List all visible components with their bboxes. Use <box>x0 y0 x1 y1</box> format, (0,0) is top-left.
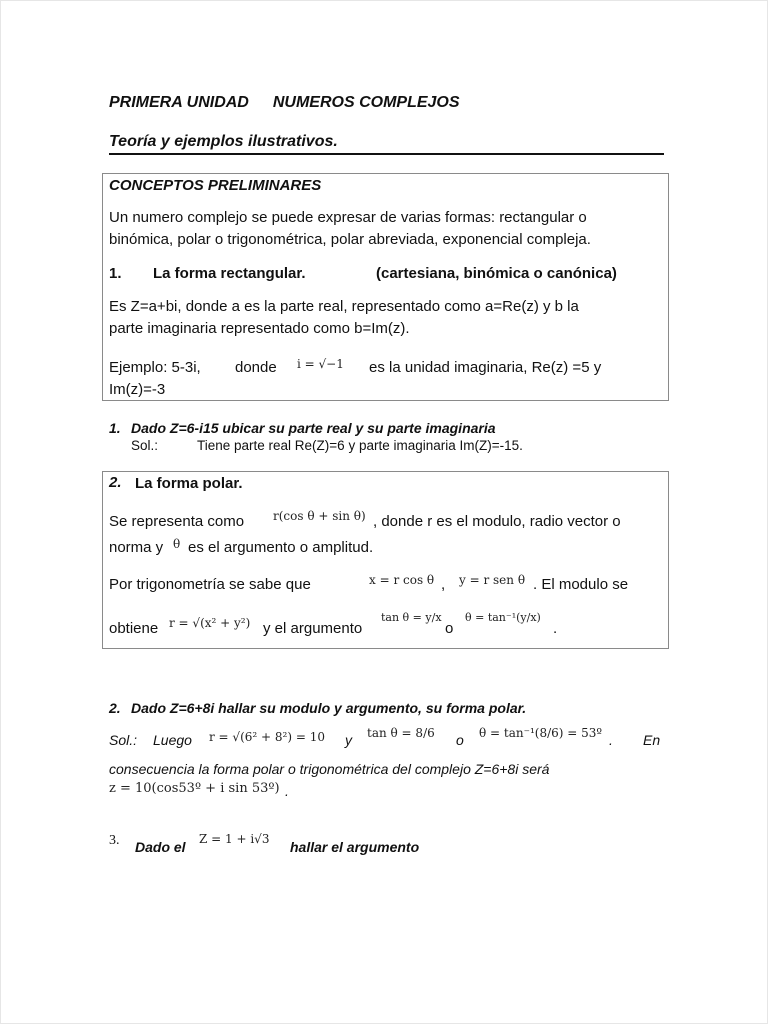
y-formula: y = r sen θ <box>459 573 526 587</box>
subtitle: Teoría y ejemplos ilustrativos. <box>109 133 338 150</box>
example2-statement: Dado Z=6+8i hallar su modulo y argumento, su forma polar. <box>131 700 527 716</box>
polar-line-4b: y el argumento <box>263 620 363 637</box>
sec2-title: La forma polar. <box>135 475 243 492</box>
polar-line-1a: Se representa como <box>109 513 245 530</box>
example3-dado: Dado el <box>135 839 186 855</box>
example1-sol-label: Sol.: <box>131 438 159 453</box>
example2-tan-formula: tan θ = 8/6 <box>367 726 435 740</box>
example2-y: y <box>345 732 352 748</box>
example2-polar-result: z = 10(cos53º + i sin 53º) <box>109 781 280 796</box>
example1-number: 1. <box>109 420 121 436</box>
polar-line-2b: es el argumento o amplitud. <box>188 539 374 556</box>
subtitle-underline <box>109 153 664 155</box>
unit-label: PRIMERA UNIDAD <box>109 94 249 111</box>
example2-angle-formula: θ = tan⁻¹(8/6) = 53º <box>479 726 603 740</box>
rect-line-1: Es Z=a+bi, donde a es la parte real, representado como a=Re(z) y b la <box>109 298 579 315</box>
sec1-number: 1. <box>109 265 122 282</box>
example2-line-2: consecuencia la forma polar o trigonométrica del complejo Z=6+8i será <box>109 761 550 777</box>
example2-result-dot: . <box>285 783 289 799</box>
intro-line-1: Un numero complejo se puede expresar de varias formas: rectangular o <box>109 209 587 226</box>
imaginary-unit-formula: i = √−1 <box>297 357 344 371</box>
example1-solution: Tiene parte real Re(Z)=6 y parte imaginaria Im(Z)=-15. <box>197 438 523 453</box>
sec2-number: 2. <box>109 474 122 491</box>
x-formula: x = r cos θ <box>369 573 435 587</box>
sec1-parenthetical: (cartesiana, binómica o canónica) <box>376 265 617 282</box>
conceptos-title: CONCEPTOS PRELIMINARES <box>109 177 322 194</box>
example-rest: es la unidad imaginaria, Re(z) =5 y <box>369 359 602 376</box>
theta-symbol: θ <box>173 537 181 551</box>
example2-dot: . <box>609 732 613 748</box>
intro-line-2: binómica, polar o trigonométrica, polar abreviada, exponencial compleja. <box>109 231 591 248</box>
example-line-2: Im(z)=-3 <box>109 381 166 398</box>
polar-line-4-o: o <box>445 620 454 637</box>
topic-label: NUMEROS COMPLEJOS <box>272 94 460 111</box>
sec1-title: La forma rectangular. <box>153 265 306 282</box>
example2-number: 2. <box>109 700 121 716</box>
polar-line-1b: , donde r es el modulo, radio vector o <box>373 513 621 530</box>
example3-formula: Z = 1 + i√3 <box>199 832 270 846</box>
example3-number: 3. <box>109 833 120 848</box>
example2-en: En <box>643 732 661 748</box>
polar-line-2a: norma y <box>109 539 164 556</box>
tan-formula: tan θ = y/x <box>381 611 442 624</box>
example-label: Ejemplo: 5-3i, <box>109 359 201 376</box>
example2-sol-label: Sol.: <box>109 732 138 748</box>
example2-o: o <box>456 732 464 748</box>
unit-heading <box>109 94 460 112</box>
polar-line-3b: . El modulo se <box>533 576 629 593</box>
example-donde: donde <box>235 359 277 376</box>
polar-line-4a: obtiene <box>109 620 159 637</box>
formula-comma: , <box>441 576 446 593</box>
example3-hallar: hallar el argumento <box>290 839 420 855</box>
polar-form-formula: r(cos θ + sin θ) <box>273 509 366 523</box>
arctan-formula: θ = tan⁻¹(y/x) <box>465 611 541 624</box>
polar-line-3a: Por trigonometría se sabe que <box>109 576 311 593</box>
modulus-formula: r = √(x² + y²) <box>169 616 251 630</box>
polar-line-4-dot: . <box>553 620 558 637</box>
rect-line-2: parte imaginaria representado como b=Im(z). <box>109 320 410 337</box>
example2-luego: Luego <box>153 732 192 748</box>
example1-statement: Dado Z=6-i15 ubicar su parte real y su parte imaginaria <box>131 420 496 436</box>
example2-modulus-formula: r = √(6² + 8²) = 10 <box>209 730 325 744</box>
